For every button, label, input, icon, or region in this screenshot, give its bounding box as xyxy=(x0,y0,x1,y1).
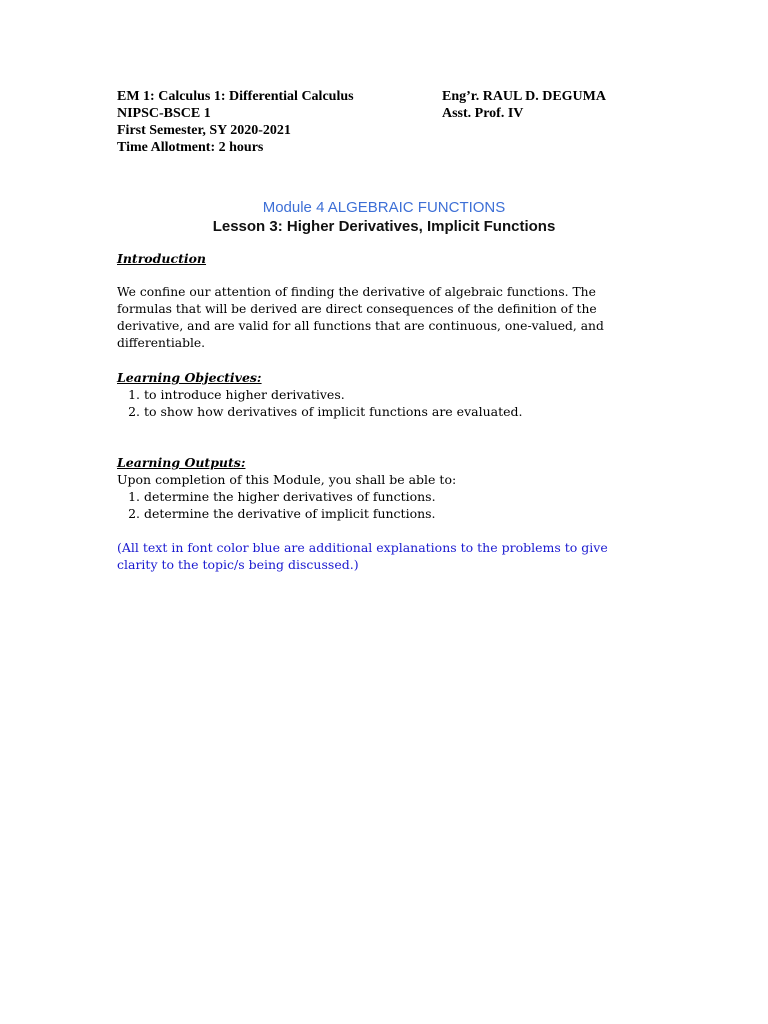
semester-label: First Semester, SY 2020-2021 xyxy=(117,123,291,138)
time-allotment: Time Allotment: 2 hours xyxy=(117,140,264,155)
document-header xyxy=(117,88,657,156)
module-title: Module 4 ALGEBRAIC FUNCTIONS xyxy=(262,199,506,216)
lesson-title: Lesson 3: Higher Derivatives, Implicit Functions xyxy=(212,218,556,235)
list-item: 1. to introduce higher derivatives. xyxy=(144,386,647,403)
document-body xyxy=(117,250,647,573)
learning-objectives-heading: Learning Objectives: xyxy=(117,370,262,385)
header-row-4 xyxy=(117,139,657,156)
header-row-3 xyxy=(117,122,657,139)
introduction-heading: Introduction xyxy=(117,251,207,266)
blue-text-note: (All text in font color blue are additional explanations to the problems to give clarity to the topic/s being discussed.) xyxy=(117,540,608,572)
list-item: 1. determine the higher derivatives of functions. xyxy=(144,488,647,505)
instructor-name: Eng’r. RAUL D. DEGUMA xyxy=(442,89,606,104)
list-item: 2. to show how derivatives of implicit functions are evaluated. xyxy=(144,403,647,420)
header-row-1 xyxy=(117,88,657,105)
learning-outputs-lead: Upon completion of this Module, you shall be able to: xyxy=(117,472,457,487)
program-name: NIPSC-BSCE 1 xyxy=(117,106,211,121)
spacer xyxy=(117,420,647,454)
introduction-text: We confine our attention of finding the derivative of algebraic functions. The formulas that will be derived are direct consequences of the definition of the derivative, and are valid for all functions that are continuous, one-valued, and differentiable. xyxy=(117,285,604,350)
course-title: EM 1: Calculus 1: Differential Calculus xyxy=(117,89,354,104)
instructor-rank: Asst. Prof. IV xyxy=(442,106,524,121)
spacer xyxy=(117,522,647,539)
learning-outputs-heading: Learning Outputs: xyxy=(117,455,246,470)
learning-outputs-list xyxy=(117,488,647,522)
list-item: 2. determine the derivative of implicit functions. xyxy=(144,505,647,522)
learning-objectives-list xyxy=(117,386,647,420)
header-row-2 xyxy=(117,105,657,122)
